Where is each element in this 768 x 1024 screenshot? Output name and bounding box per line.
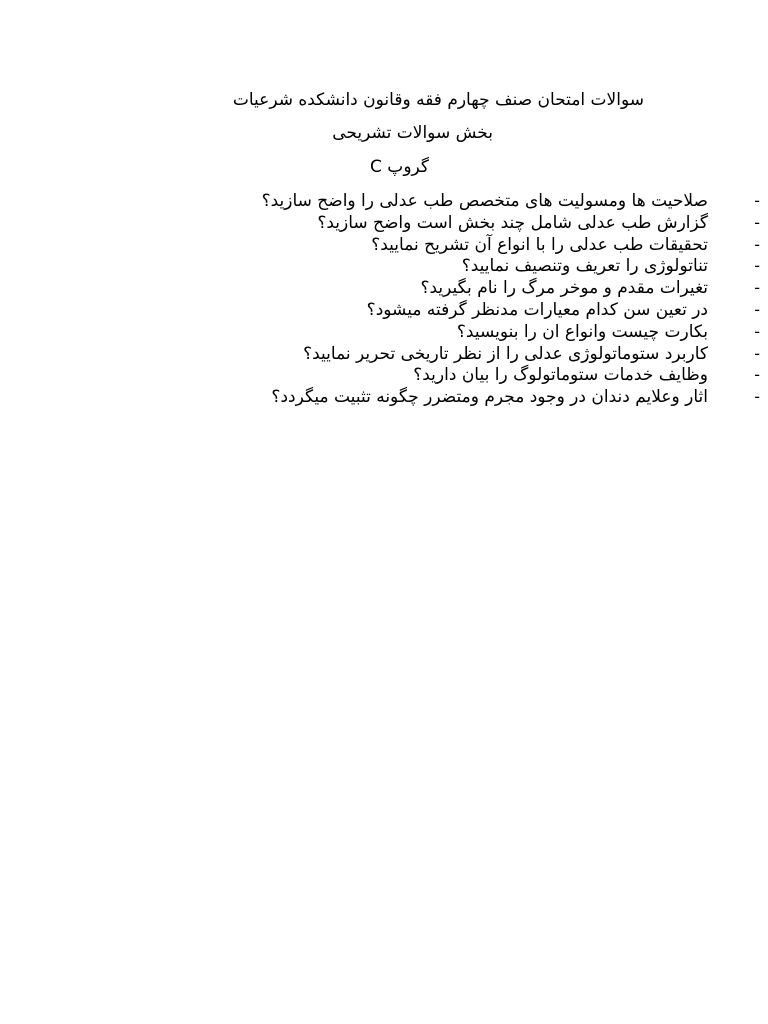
question-text: تغیرات مقدم و موخر مرگ را نام بگیرید؟ xyxy=(420,278,708,299)
question-text: صلاحیت ها ومسولیت های متخصص طب عدلی را واضح سازید؟ xyxy=(261,191,708,211)
question-text: تحقیقات طب عدلی را با انواع آن تشریح نمایید؟ xyxy=(371,234,708,255)
question-item xyxy=(0,321,768,343)
question-text: گزارش طب عدلی شامل چند بخش است واضح سازید؟ xyxy=(317,212,708,233)
list-marker: - xyxy=(754,321,760,341)
list-marker: - xyxy=(754,343,760,363)
section-title: بخش سوالات تشریحی xyxy=(332,123,493,143)
list-marker: - xyxy=(754,212,760,232)
question-text: اثار وعلایم دندان در وجود مجرم ومتضرر چگونه تثبیت میگردد؟ xyxy=(271,387,708,408)
group-label: گروپ C xyxy=(370,157,429,177)
document-title: سوالات امتحان صنف چهارم فقه وقانون دانشکده شرعیات xyxy=(232,90,644,110)
list-marker: - xyxy=(754,365,760,385)
question-item xyxy=(0,386,768,408)
list-marker: - xyxy=(754,191,760,210)
question-item xyxy=(0,277,768,299)
question-text: کاربرد ستوماتولوژی عدلی را از نظر تاریخی تحریر نمایید؟ xyxy=(303,343,708,364)
list-marker: - xyxy=(754,234,760,254)
question-item xyxy=(0,255,768,277)
list-marker: - xyxy=(754,256,760,276)
list-marker: - xyxy=(754,387,760,407)
question-text: در تعین سن کدام معیارات مدنظر گرفته میشود؟ xyxy=(366,299,708,320)
question-item xyxy=(0,343,768,365)
question-text: وظایف خدمات ستوماتولوگ را بیان دارید؟ xyxy=(413,365,708,386)
list-marker: - xyxy=(754,299,760,319)
question-item xyxy=(0,212,768,234)
question-item xyxy=(0,234,768,256)
question-list xyxy=(0,190,768,408)
question-item xyxy=(0,190,768,212)
question-text: بکارت چیست وانواع ان را بنویسید؟ xyxy=(456,321,708,342)
question-item xyxy=(0,299,768,321)
question-text: تناتولوژی را تعریف وتنصیف نمایید؟ xyxy=(461,256,708,277)
list-marker: - xyxy=(754,278,760,298)
question-item xyxy=(0,364,768,386)
